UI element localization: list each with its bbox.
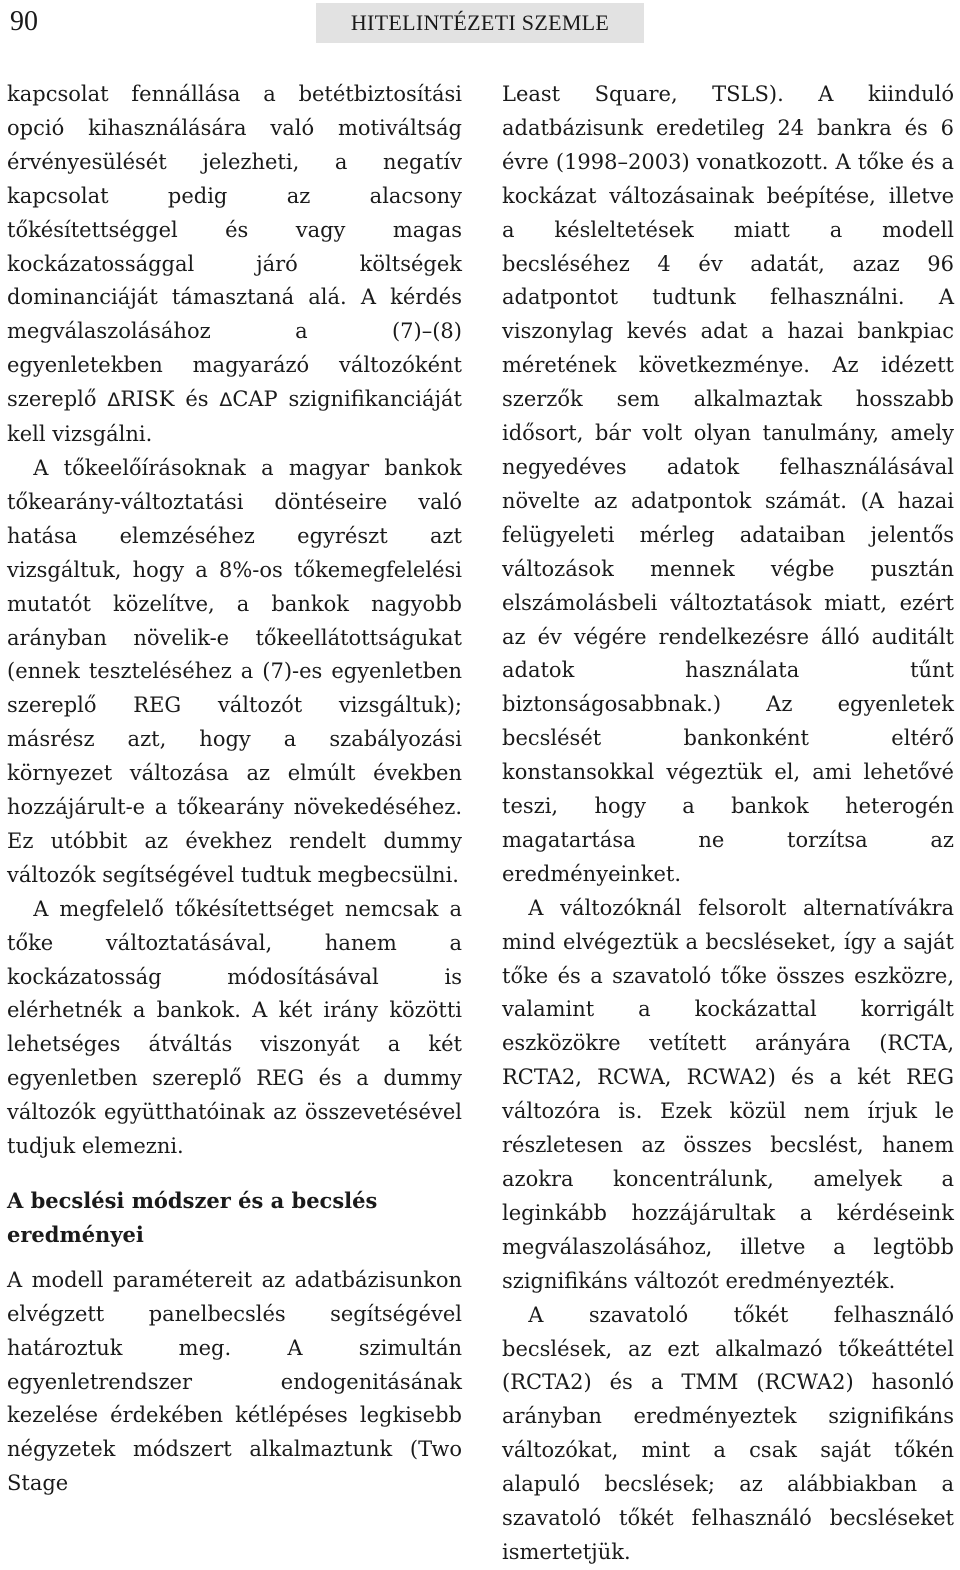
left-paragraph-4: A modell paramétereit az adatbázisunkon elvégzett panelbecslés segítségével határoztuk meg. A szimultán egyenletrendszer endogenitásának kezelése érdekében kétlépéses legkisebb négyzetek módszert alkalmaztunk (Two Stage [7,1267,462,1496]
left-paragraph-1 [7,78,462,452]
page-number: 90 [10,6,38,37]
delta-symbol: Δ [219,389,233,412]
cap-variable: CAP [232,387,278,412]
section-heading: A becslési módszer és a becslés eredményei [7,1188,378,1247]
left-column [7,78,462,1501]
conjunction-text: és [174,387,220,412]
right-column [502,78,954,1570]
delta-symbol: Δ [107,389,121,412]
left-paragraph-1-text: kapcsolat fennállása a betétbiztosítási opció kihasználására való motiváltság érvényesülését jelezheti, a negatív kapcsolat pedig az alacsony tőkésítettséggel és vagy magas kockázatossággal járó költségek dominanciáját támasztaná alá. A kérdés megválaszolásához a (7)–(8) egyenletekben magyarázó változóként szereplő [7,82,462,412]
left-paragraph-1-ending: szignifikanciáját kell vizsgálni. [7,387,463,447]
right-paragraph-2: A változóknál felsorolt alternatívákra mind elvégeztük a becsléseket, így a saját tőke és a szavatoló tőke összes eszközre, valamint a kockázattal korrigált eszközökre vetített arányára (RCTA, RCTA2, RCWA, RCWA2) és a két REG változóra is. Ezek közül nem írjuk le részletesen az összes becslést, hanem azokra koncentrálunk, amelyek a leginkább hozzájárultak a kérdéseink megválaszolásához, illetve a legtöbb szignifikáns változót eredményezték. [502,895,954,1293]
left-paragraph-3: A megfelelő tőkésítettséget nemcsak a tőke változtatásával, hanem a kockázatosság módosításával is elérhetnék a bankok. A két irány közötti lehetséges átváltás viszonyát a két egyenletben szereplő REG és a dummy változók együtthatóinak az összevetésével tudjuk elemezni. [7,896,462,1159]
running-header-journal-title: HITELINTÉZETI SZEMLE [316,3,644,43]
right-paragraph-3: A szavatoló tőkét felhasználó becslések, az ezt alkalmazó tőkeáttétel (RCTA2) és a TMM (RCWA2) hasonló arányban eredményeztek szignifikáns változókat, mint a csak saját tőkén alapuló becslések; az alábbiakban a szavatoló tőkét felhasználó becsléseket ismertetjük. [502,1302,954,1564]
right-paragraph-1: Least Square, TSLS). A kiinduló adatbázisunk eredetileg 24 bankra és 6 évre (1998–2003) vonatkozott. A tőke és a kockázat változásainak beépítése, illetve a késleltetések miatt a modell becsléséhez 4 év adatát, azaz 96 adatpontot tudtunk felhasználni. A viszonylag kevés adat a hazai bankpiac méretének következménye. Az idézett szerzők sem alkalmaztak hosszabb idősort, bár volt olyan tanulmány, amely negyedéves adatok felhasználásával növelte az adatpontok számát. (A hazai felügyeleti mérleg adataiban jelentős változások mennek végbe pusztán elszámolásbeli változtatások miatt, ezért az év végére rendelkezésre álló auditált adatok használata tűnt biztonságosabbnak.) Az egyenletek becslését bankonként eltérő konstansokkal végeztük el, ami lehetővé teszi, hogy a bankok heterogén magatartása ne torzítsa az eredményeinket. [502,82,954,886]
left-paragraph-2: A tőkeelőírásoknak a magyar bankok tőkearány-változtatási döntéseire való hatása elemzéséhez egyrészt azt vizsgáltuk, hogy a 8%-os tőkemegfelelési mutatót közelítve, a bankok nagyobb arányban növelik-e tőkeellátottságukat (ennek teszteléséhez a (7)-es egyenletben szereplő REG változót vizsgáltuk); másrész azt, hogy a szabályozási környezet változása az elmúlt években hozzájárult-e a tőkearány növekedéséhez. Ez utóbbit az évekhez rendelt dummy változók segítségével tudtuk megbecsülni. [7,455,462,887]
risk-variable: RISK [120,387,175,412]
